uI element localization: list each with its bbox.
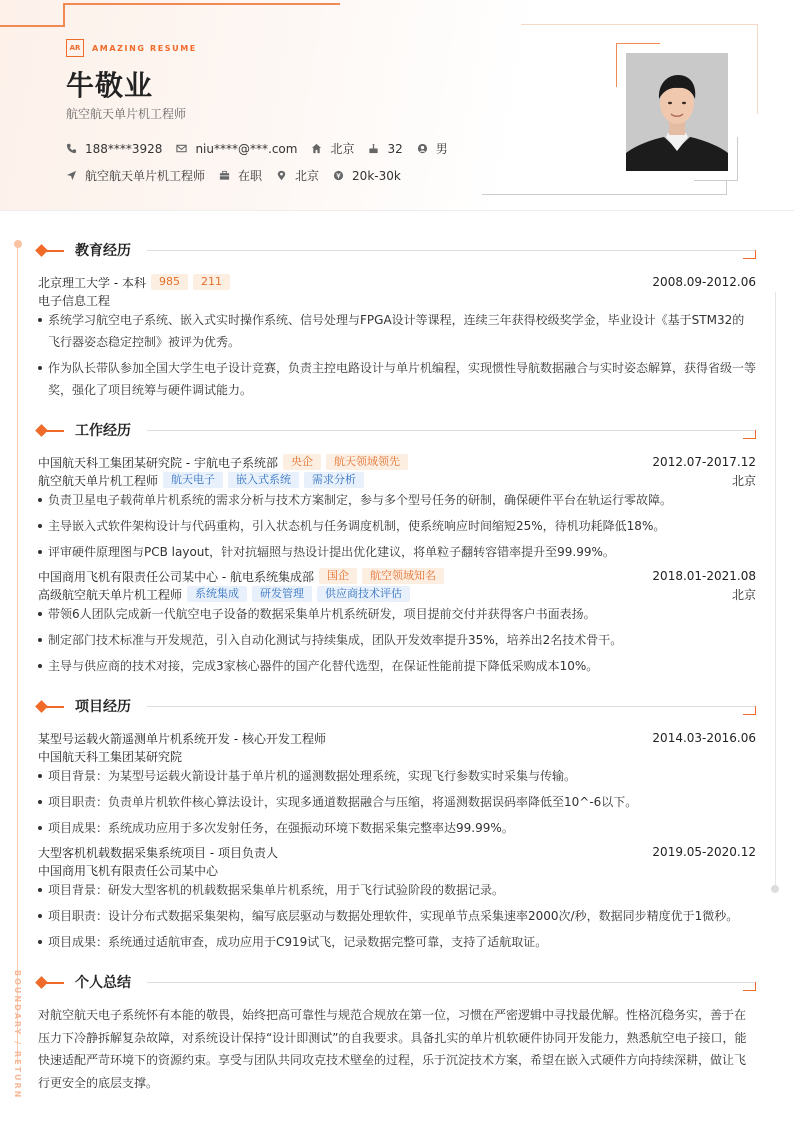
right-boundary-dot xyxy=(771,885,779,893)
job-role: 高级航空航天单片机工程师 xyxy=(38,587,183,602)
job-bullet: 负责卫星电子载荷单片机系统的需求分析与技术方案制定，参与多个型号任务的研制，确保硬件平台在轨运行零故障。 xyxy=(38,489,756,511)
phone-value: 188****3928 xyxy=(85,141,163,156)
photo-frame-decoration xyxy=(694,180,738,181)
salary-value: 20k-30k xyxy=(352,168,401,183)
brand xyxy=(66,39,197,57)
photo-frame-corner xyxy=(616,43,617,87)
status-value: 在职 xyxy=(238,169,263,183)
job-bullet: 评审硬件原理图与PCB layout，针对抗辐照与热设计提出优化建议，将单粒子翻转容错率提升至99.99%。 xyxy=(38,541,756,563)
project-title-row xyxy=(38,729,756,747)
target-city-value: 北京 xyxy=(295,169,320,183)
left-boundary-line xyxy=(17,244,18,1064)
company-tag: 央企 xyxy=(283,454,321,470)
summary-text: 对航空航天电子系统怀有本能的敬畏，始终把高可靠性与规范合规放在第一位，习惯在严密逻辑中寻找最优解。性格沉稳务实，善于在压力下冷静拆解复杂故障，对系统设计保持“设计即测试”的自我要求。具备扎实的单片机软硬件协同开发能力，熟悉航空电子接口，能快速适配严苛环境下的资源约束。享受与团队共同攻克技术壁垒的过程，乐于沉淀技术方案，希望在嵌入式硬件方向持续深耕，做让飞行更安全的底层支撑。 xyxy=(38,1008,747,1090)
company-name: 中国航天科工集团某研究院 - 宇航电子系统部 xyxy=(38,455,278,470)
photo-frame-decoration xyxy=(521,24,757,25)
status-info xyxy=(219,167,262,184)
project-bullet: 项目成果：系统成功应用于多次发射任务，在强振动环境下数据采集完整率达99.99%。 xyxy=(38,817,756,839)
section-accent xyxy=(46,982,64,984)
company-name: 中国商用飞机有限责任公司某中心 - 航电系统集成部 xyxy=(38,569,314,584)
city-info xyxy=(311,140,354,157)
photo-frame-decoration xyxy=(737,137,738,181)
section-title: 项目经历 xyxy=(75,699,131,715)
project-date: 2014.03-2016.06 xyxy=(652,731,756,745)
job-location: 北京 xyxy=(731,473,756,488)
salary-info xyxy=(333,169,401,183)
project-name: 某型号运载火箭遥测单片机系统开发 - 核心开发工程师 xyxy=(38,731,326,746)
project-name: 大型客机机载数据采集系统项目 - 项目负责人 xyxy=(38,845,278,860)
section-accent xyxy=(46,706,64,708)
section-title: 工作经历 xyxy=(75,423,131,439)
photo-frame-decoration xyxy=(726,180,727,195)
job-location: 北京 xyxy=(731,587,756,602)
brand-badge: AR xyxy=(66,39,84,57)
money-icon xyxy=(333,170,344,181)
project-date: 2019.05-2020.12 xyxy=(652,845,756,859)
header-accent-line xyxy=(64,3,340,5)
company-tag: 航空领域知名 xyxy=(362,568,444,584)
gender-info xyxy=(417,140,448,157)
location-pin-icon xyxy=(276,170,287,181)
candidate-name: 牛敬业 xyxy=(66,69,154,102)
header-accent-line xyxy=(0,25,65,27)
target-job-info xyxy=(66,167,205,184)
project-bullet: 项目成果：系统通过适航审查，成功应用于C919试飞，记录数据完整可靠，支持了适航取证。 xyxy=(38,931,756,953)
project-bullet: 项目背景：研发大型客机的机载数据采集单片机系统，用于飞行试验阶段的数据记录。 xyxy=(38,879,756,901)
project-title-row xyxy=(38,843,756,861)
phone-icon xyxy=(66,143,77,154)
cake-icon xyxy=(368,143,379,154)
target-job-value: 航空航天单片机工程师 xyxy=(85,169,206,183)
section-corner xyxy=(743,250,756,259)
project-org-row xyxy=(38,861,756,879)
role-tag: 航天电子 xyxy=(163,472,223,488)
school-tag: 985 xyxy=(151,274,188,290)
photo-frame-decoration xyxy=(757,24,758,114)
role-tag: 系统集成 xyxy=(187,586,247,602)
photo-frame-corner xyxy=(616,43,660,44)
role-tag: 供应商技术评估 xyxy=(317,586,410,602)
section-divider xyxy=(147,250,756,251)
email-info xyxy=(176,142,297,156)
project-org: 中国航天科工集团某研究院 xyxy=(38,749,183,764)
target-city-info xyxy=(276,167,319,184)
section-title: 个人总结 xyxy=(75,975,131,991)
job-role-row xyxy=(38,471,756,489)
job-intent-row xyxy=(66,167,415,184)
photo-frame-decoration xyxy=(482,194,726,195)
email-value: niu****@***.com xyxy=(195,141,298,156)
candidate-title: 航空航天单片机工程师 xyxy=(66,107,187,121)
section-accent xyxy=(46,250,64,252)
role-tag: 嵌入式系统 xyxy=(228,472,299,488)
education-bullet: 作为队长带队参加全国大学生电子设计竞赛，负责主控电路设计与单片机编程，实现惯性导航数据融合与实时姿态解算，获得省级一等奖，强化了项目统筹与硬件调试能力。 xyxy=(38,357,756,401)
age-info xyxy=(368,142,402,156)
school-tag: 211 xyxy=(193,274,230,290)
job-bullet: 主导与供应商的技术对接，完成3家核心器件的国产化替代选型，在保证性能前提下降低采购成本10%。 xyxy=(38,655,756,677)
send-icon xyxy=(66,170,77,181)
job-role-row xyxy=(38,585,756,603)
project-bullet: 项目背景：为某型号运载火箭设计基于单片机的遥测数据处理系统，实现飞行参数实时采集与传输。 xyxy=(38,765,756,787)
job-company-row xyxy=(38,453,756,471)
left-boundary-text: BOUNDARY / RETURN xyxy=(13,970,22,1100)
section-work-header xyxy=(37,422,756,440)
contact-row xyxy=(66,140,462,157)
project-org: 中国商用飞机有限责任公司某中心 xyxy=(38,863,219,878)
education-school-row xyxy=(38,273,756,291)
company-tag: 国企 xyxy=(319,568,357,584)
school-name: 北京理工大学 - 本科 xyxy=(38,275,146,290)
job-bullet: 带领6人团队完成新一代航空电子设备的数据采集单片机系统研发，项目提前交付并获得客户书面表扬。 xyxy=(38,603,756,625)
project-bullet: 项目职责：负责单片机软件核心算法设计，实现多通道数据融合与压缩，将遥测数据误码率降低至10^-6以下。 xyxy=(38,791,756,813)
home-icon xyxy=(311,143,322,154)
phone-info xyxy=(66,142,162,156)
brand-text: AMAZING RESUME xyxy=(92,43,197,53)
section-corner xyxy=(743,706,756,715)
right-boundary-line xyxy=(775,292,776,889)
job-date: 2018.01-2021.08 xyxy=(652,569,756,583)
left-boundary-dot xyxy=(14,240,22,248)
age-value: 32 xyxy=(387,141,403,156)
section-divider xyxy=(147,706,756,707)
education-bullet: 系统学习航空电子系统、嵌入式实时操作系统、信号处理与FPGA设计等课程，连续三年获得校级奖学金，毕业设计《基于STM32的飞行器姿态稳定控制》被评为优秀。 xyxy=(38,309,756,353)
job-bullet: 主导嵌入式软件架构设计与代码重构，引入状态机与任务调度机制，使系统响应时间缩短25%，待机功耗降低18%。 xyxy=(38,515,756,537)
section-accent xyxy=(46,430,64,432)
job-bullet: 制定部门技术标准与开发规范，引入自动化测试与持续集成，团队开发效率提升35%，培养出2名技术骨干。 xyxy=(38,629,756,651)
gender-value: 男 xyxy=(435,142,448,156)
project-org-row xyxy=(38,747,756,765)
section-projects-header xyxy=(37,698,756,716)
company-tag: 航天领域领先 xyxy=(326,454,408,470)
profile-photo xyxy=(626,53,728,171)
mail-icon xyxy=(176,143,187,154)
job-company-row xyxy=(38,567,756,585)
education-date: 2008.09-2012.06 xyxy=(652,275,756,289)
role-tag: 研发管理 xyxy=(252,586,312,602)
header-accent-line xyxy=(63,3,65,27)
education-major-row xyxy=(38,291,756,309)
user-icon xyxy=(417,143,428,154)
resume-header xyxy=(0,0,794,211)
city-value: 北京 xyxy=(330,142,355,156)
major: 电子信息工程 xyxy=(38,293,111,308)
role-tag: 需求分析 xyxy=(304,472,364,488)
section-corner xyxy=(743,982,756,991)
section-summary-header xyxy=(37,974,756,992)
job-date: 2012.07-2017.12 xyxy=(652,455,756,469)
section-education-header xyxy=(37,242,756,260)
section-divider xyxy=(147,982,756,983)
section-divider xyxy=(147,430,756,431)
section-title: 教育经历 xyxy=(75,243,131,259)
briefcase-icon xyxy=(219,170,230,181)
job-role: 航空航天单片机工程师 xyxy=(38,473,159,488)
project-bullet: 项目职责：设计分布式数据采集架构，编写底层驱动与数据处理软件，实现单节点采集速率2000次/秒，数据同步精度优于1微秒。 xyxy=(38,905,756,927)
section-corner xyxy=(743,430,756,439)
